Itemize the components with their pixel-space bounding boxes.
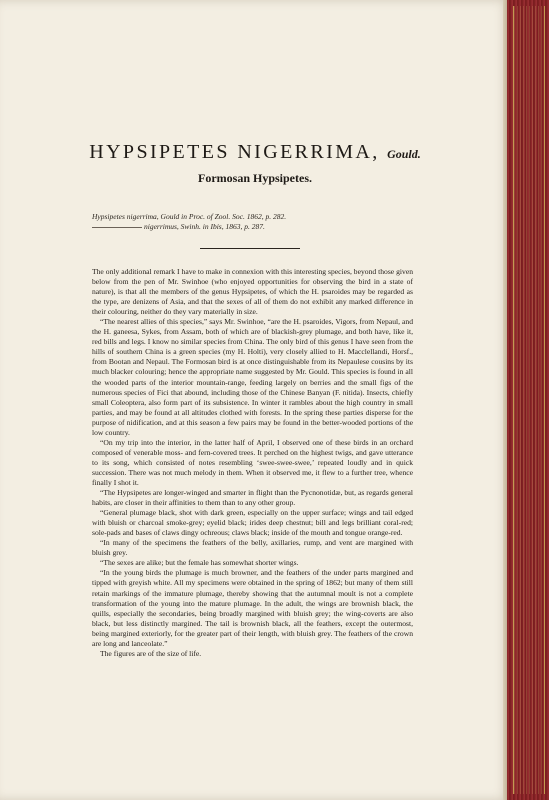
common-name: Formosan Hypsipetes. — [198, 171, 312, 185]
synonym-text: Hypsipetes nigerrima, Gould in Proc. of Zool. Soc. 1862, p. 282. — [92, 212, 287, 221]
paragraph: “The nearest allies of this species,” says Mr. Swinhoe, “are the H. psaroides, Vigors, from Nepaul, and the H. ganeesa, Sykes, from Assam, both of which are of blackish-grey plumage, and both have, like it, red bills and legs. I know no similar species from China. The only bird of this genus I have seen from the hills of southern China is a green species (my H. Holti), very closely allied to H. Macclellandi, Horsf., from Bootan and Nepaul. The Formosan bird is at once distinguishable from its Nepaulese cousins by its much blacker colouring; hence the appropriate name suggested by Mr. Gould. This species is found in all the wooded parts of the interior mountain-range, feeding largely on berries and the small figs of the numerous species of Fici that abound, including those of the Chinese Banyan (F. nitida). Insects, chiefly small Coleoptera, also form part of its subsistence. In winter it rambles about the high country in small parties, and may be found at all altitudes clothed with forests. In the spring these parties disperse for the purpose of nidification, and at this season a few pairs may be found in the better-wooded portions of the low country. — [92, 317, 413, 437]
page-title — [0, 141, 510, 164]
book-binding — [507, 0, 549, 800]
synonym-line — [92, 212, 286, 221]
divider-rule — [200, 248, 300, 249]
synonym-text: nigerrimus, Swinh. in Ibis, 1863, p. 287. — [144, 222, 265, 231]
paragraph: “General plumage black, shot with dark green, especially on the upper surface; wings and tail edged with bluish or charcoal smoke-grey; eyelid black; irides deep chestnut; bill and legs brilliant coral-red; sole-pads and bases of claws dingy ochreous; claws black; inside of the mouth and tongue orange-red. — [92, 508, 413, 538]
paragraph: “In the young birds the plumage is much browner, and the feathers of the under parts margined and tipped with greyish white. All my specimens were obtained in the spring of 1862; but many of them still retain markings of the immature plumage, thereby showing that the autumnal moult is not a complete transformation of the young into the mature plumage. In the adult, the wings are brownish black, the quills, especially the secondaries, being broadly margined with bluish grey; the wing-coverts are also black, but less distinctly margined. The tail is brownish black, all the feathers, except the outermost, being margined exteriorly, for the greater part of their length, with bluish grey. The feathers of the crown are long and lanceolate.” — [92, 568, 413, 648]
paragraph: The only additional remark I have to make in connexion with this interesting species, beyond those given below from the pen of Mr. Swinhoe (who enjoyed opportunities for observing the bird in a state of nature), is that all the members of the genus Hypsipetes, of which the H. psaroides may be regarded as the type, are denizens of Asia, and that the sexes of all of them do not exhibit any marked difference in their colouring, neither do they vary materially in size. — [92, 267, 413, 317]
paragraph: The figures are of the size of life. — [100, 648, 202, 658]
paragraph: “The sexes are alike; but the female has somewhat shorter wings. — [100, 558, 299, 568]
synonym-line — [92, 222, 265, 231]
species-name: HYPSIPETES NIGERRIMA, — [89, 141, 380, 163]
body-text — [92, 267, 413, 659]
paragraph: “The Hypsipetes are longer-winged and smarter in flight than the Pycnonotidæ, but, as regards general habits, are closer in their affinities to them than to any other group. — [92, 488, 413, 508]
ditto-dash — [92, 227, 142, 228]
paragraph: “In many of the specimens the feathers of the belly, axillaries, rump, and vent are margined with bluish grey. — [92, 538, 413, 558]
gilt-decoration — [513, 6, 545, 794]
species-author: Gould. — [387, 147, 421, 161]
paragraph: “On my trip into the interior, in the latter half of April, I observed one of these birds in an orchard composed of venerable moss- and fern-covered trees. It perched on the highest twigs, and gave utterance to its song, which consisted of notes resembling ‘swee-swee-swee,’ repeated loudly and in quick succession. There was not much melody in them. When it observed me, it flew to a further tree, whence finally I shot it. — [92, 437, 413, 487]
